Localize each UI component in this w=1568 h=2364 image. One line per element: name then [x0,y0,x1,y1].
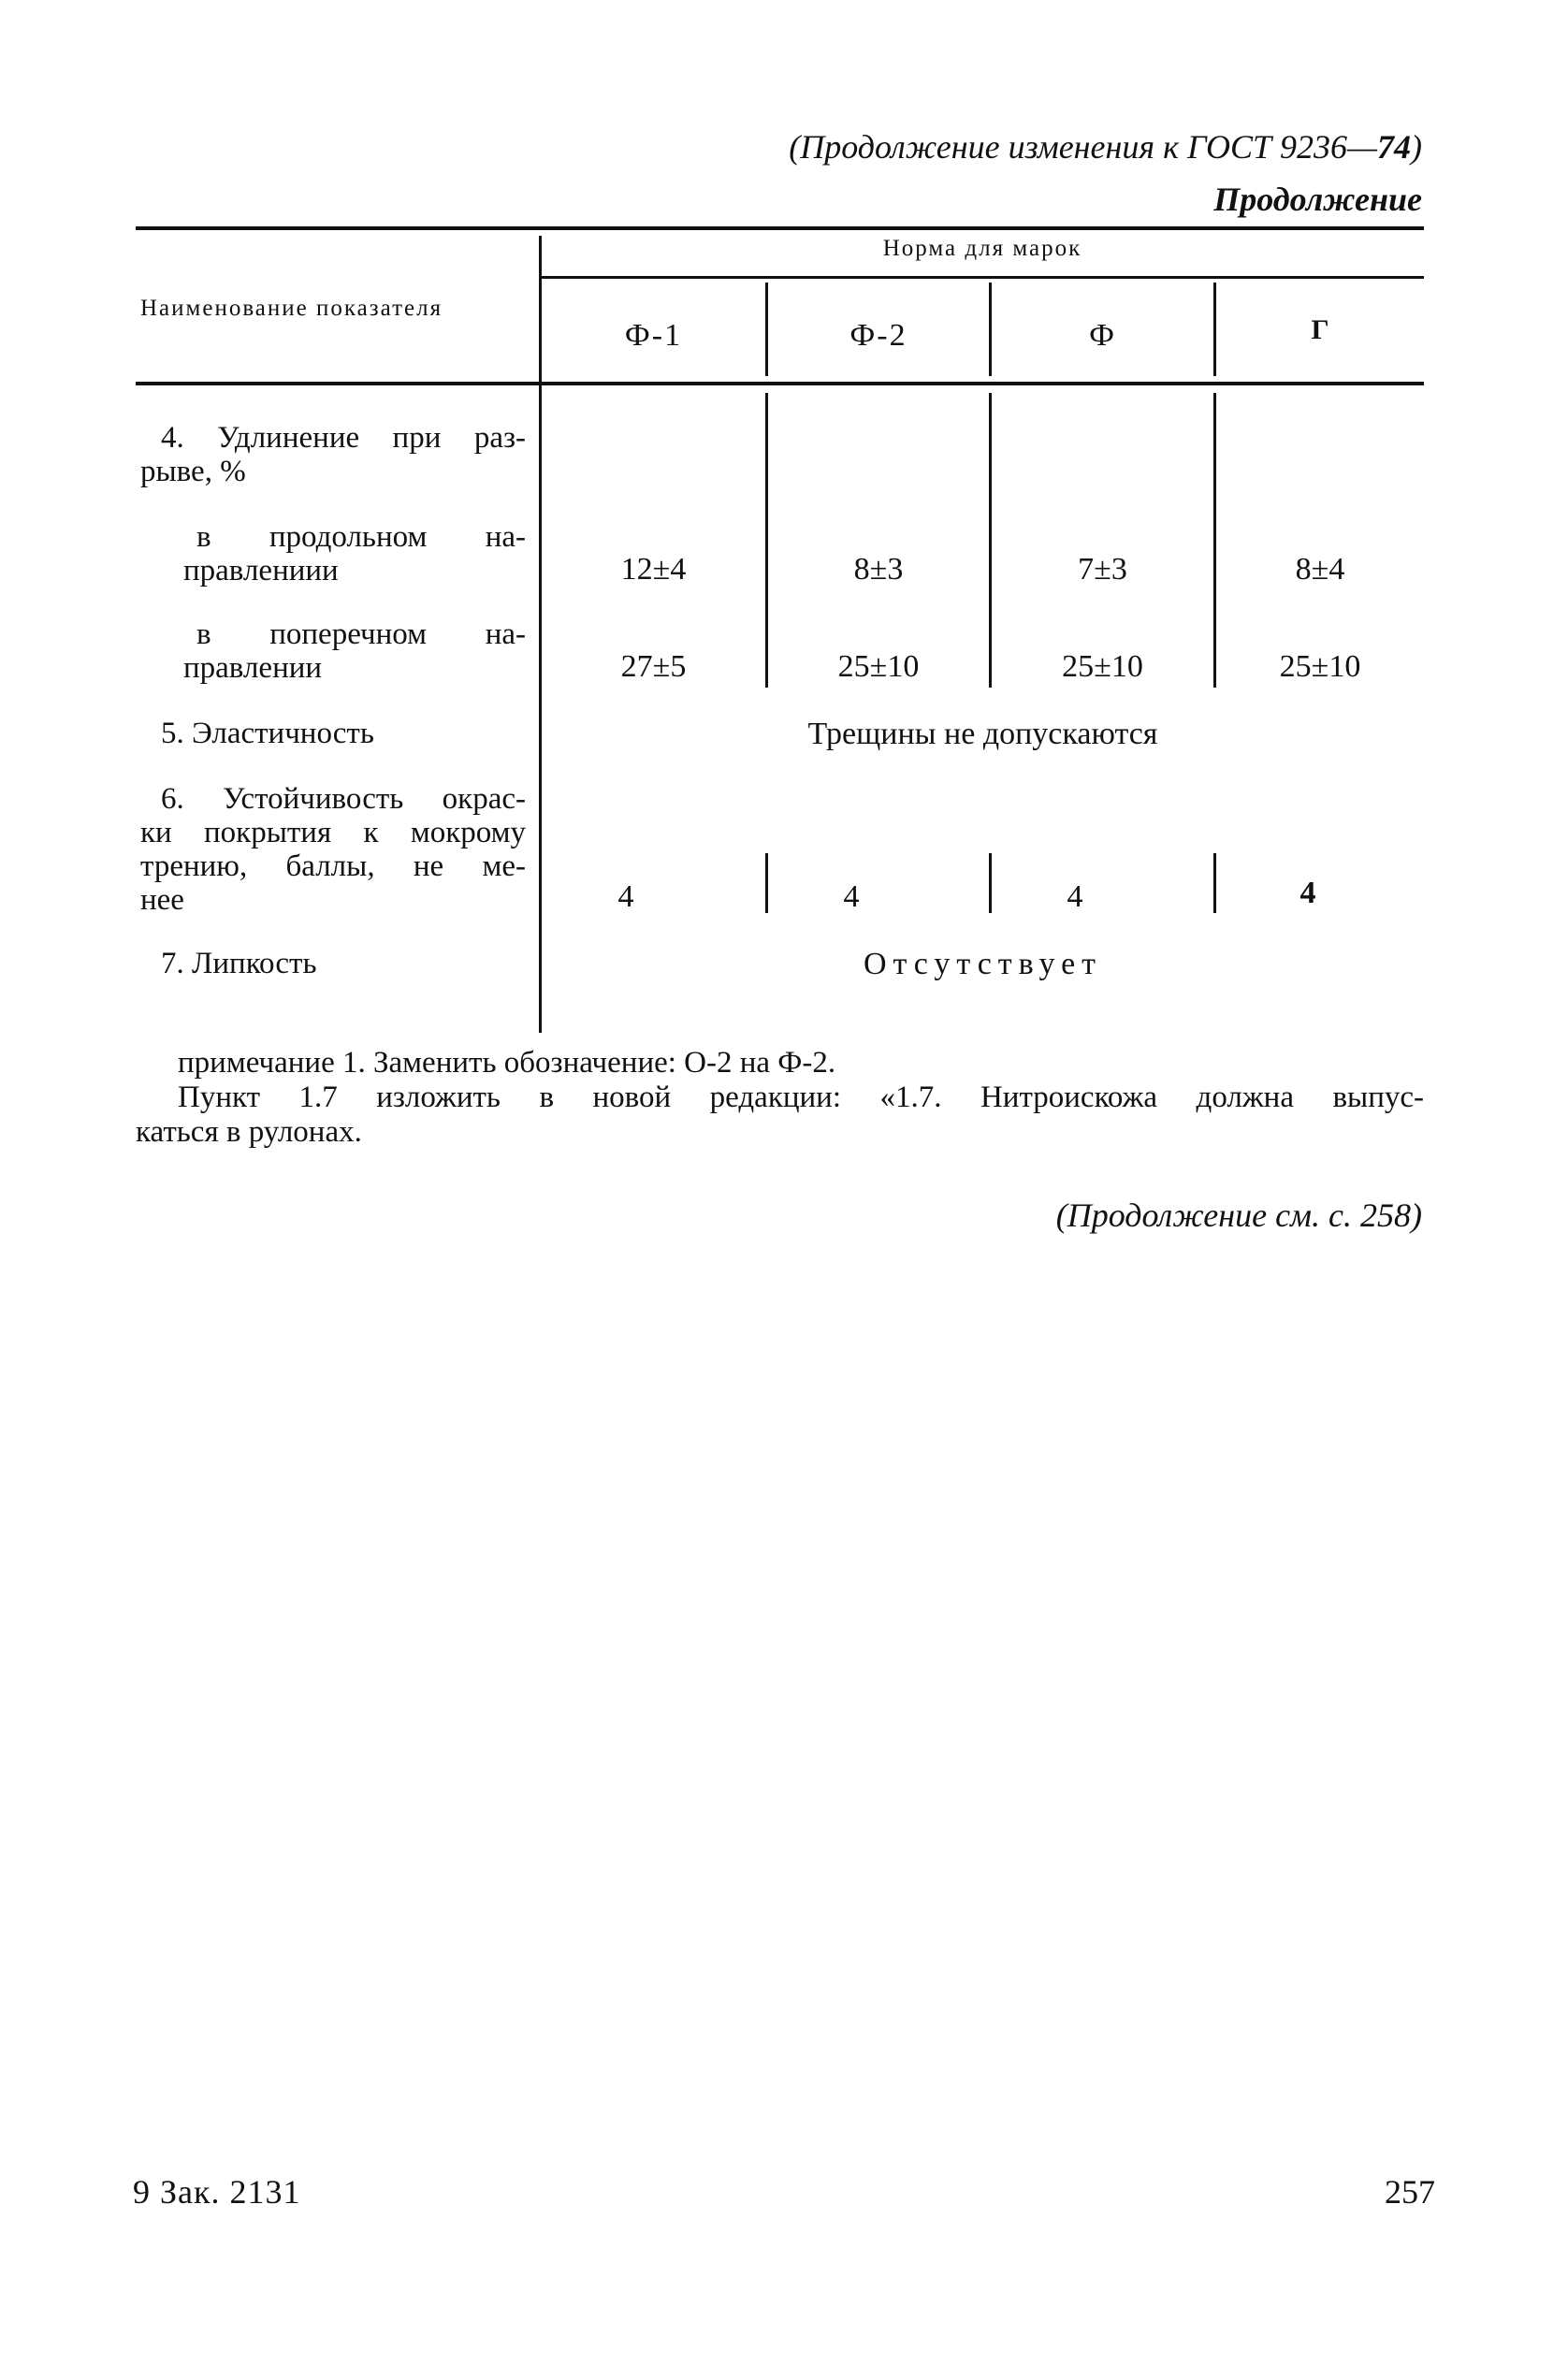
continued-label: Продолжение [1213,181,1422,218]
grade-header: Ф-2 [849,318,907,353]
note-line: примечание 1. Заменить обозначение: О-2 на Ф-2. [178,1046,836,1080]
note-line: каться в рулонах. [136,1115,362,1149]
continuation-year: 74 [1377,128,1411,166]
table-cell: 7±3 [1078,552,1127,587]
table-cell: 4 [843,879,860,914]
row-label: 5. Эластичность [161,717,374,750]
body-divider-3 [1213,393,1216,688]
continuation-header [789,127,1422,167]
table-cell: 8±4 [1295,552,1345,587]
merged-cell: Трещины не допускаются [807,717,1158,751]
table-cell: 25±10 [1279,649,1361,684]
header-bottom-rule [136,382,1424,385]
grade-header: Ф-1 [624,318,683,353]
grade-header: Г [1311,314,1329,345]
note-line: Пункт 1.7 изложить в новой редакции: «1.7. Нитроискожа должна выпус- [178,1080,1424,1114]
table-cell: 27±5 [620,649,687,684]
column-header-norm: Норма для марок [882,236,1082,261]
continuation-prefix: (Продолжение изменения к ГОСТ 9236— [789,128,1377,166]
continuation-suffix: ) [1411,128,1422,166]
table-cell: 8±3 [853,552,904,587]
row-label: 6. Устойчивость окрас- ки покрытия к мокрому трению, баллы, не ме- нее [140,782,526,917]
table-cell: 25±10 [1062,649,1143,684]
page-number: 257 [1385,2173,1435,2211]
row-label: в продольном на- правлениии [183,520,526,587]
column-header-indicator: Наименование показателя [140,296,443,321]
table-cell: 25±10 [837,649,920,684]
table-top-rule [136,226,1424,230]
grade-header: Ф [1089,318,1116,353]
row-label: 7. Липкость [161,947,317,980]
row-label: в поперечном на- правлении [183,617,526,685]
body-divider-2 [989,393,992,688]
table-cell: 4 [617,879,634,914]
row-label: 4. Удлинение при раз- рыве, % [140,421,526,488]
order-number: 9 Зак. 2131 [133,2173,301,2211]
table-cell: 4 [1067,879,1083,914]
table-cell: 4 [1299,876,1316,910]
merged-cell: Отсутствует [863,947,1103,981]
continued-on-page: (Продолжение см. с. 258) [1055,1197,1422,1234]
table-cell: 12±4 [620,552,687,587]
body-divider-1 [765,393,768,688]
norm-underline [541,276,1424,279]
